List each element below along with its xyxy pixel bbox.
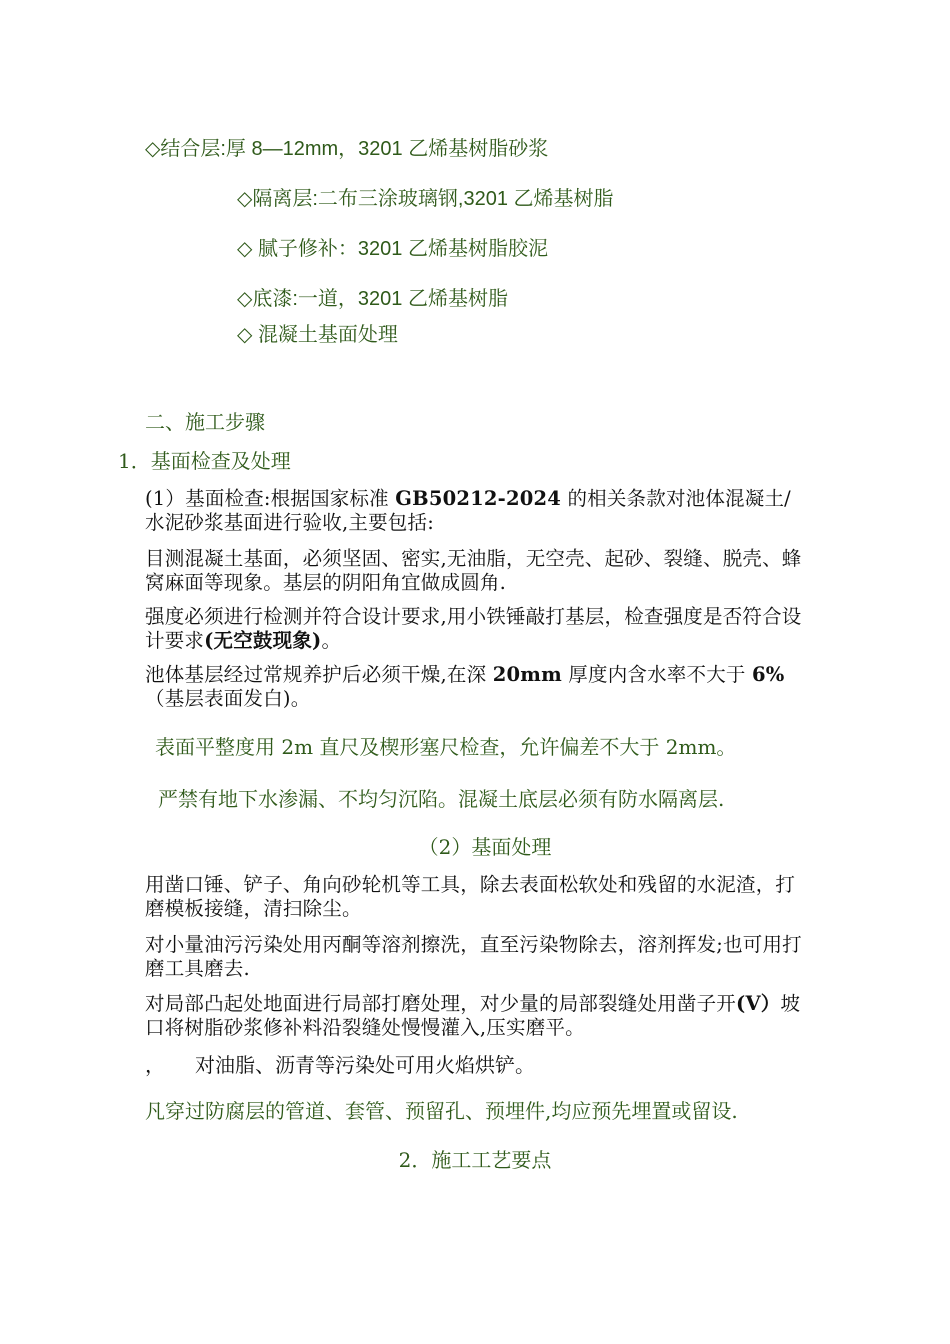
check-p1-text-b: 的相关条款对池体混凝土/水泥砂浆基面进行验收,主要包括: (145, 487, 791, 534)
depth-value: 20mm (492, 663, 562, 686)
check-paragraph-2: 目测混凝土基面，必须坚固、密实,无油脂，无空壳、起砂、裂缝、脱壳、蜂窝麻面等现象。基层的阴阳角宜做成圆角. (145, 547, 802, 594)
check-paragraph-4 (145, 663, 810, 711)
step1-heading: 1．基面检查及处理 (118, 449, 291, 473)
check-p1-text-a: (1）基面检查:根据国家标准 (145, 487, 396, 510)
check-p4-text-b: 厚度内含水率不大于 (561, 663, 753, 686)
check-p3-bold: (无空鼓现象) (204, 629, 322, 652)
moisture-value: 6% (752, 663, 785, 686)
layer-item-isolation: ◇隔离层:二布三涂玻璃钢,3201 乙烯基树脂 (237, 188, 614, 210)
treatment-p3-bold: (V） (736, 992, 781, 1015)
layer-item-putty: ◇ 腻子修补：3201 乙烯基树脂胶泥 (237, 238, 548, 260)
check-p3-text-a: 强度必须进行检测并符合设计要求,用小铁锤敲打基层，检查强度是否符合设计要求 (145, 605, 802, 652)
check-p3-text-b: 。 (321, 629, 342, 652)
treatment-paragraph-3 (145, 992, 810, 1040)
check-paragraph-6: 严禁有地下水渗漏、不均匀沉陷。混凝土底层必须有防水隔离层. (158, 787, 725, 811)
standard-code: GB50212-2024 (395, 487, 562, 510)
check-paragraph-5: 表面平整度用 2m 直尺及楔形塞尺检查，允许偏差不大于 2mm。 (155, 735, 737, 759)
layer-item-bonding: ◇结合层:厚 8—12mm，3201 乙烯基树脂砂浆 (145, 138, 549, 160)
treatment-paragraph-1: 用凿口锤、铲子、角向砂轮机等工具，除去表面松软处和残留的水泥渣，打磨模板接缝，清扫除尘。 (145, 873, 796, 920)
check-paragraph-3 (145, 605, 810, 653)
treatment-paragraph-2: 对小量油污污染处用丙酮等溶剂擦洗，直至污染物除去，溶剂挥发;也可用打磨工具磨去. (145, 933, 802, 980)
step2-heading: 2．施工工艺要点 (398, 1148, 552, 1172)
check-paragraph-1 (145, 487, 810, 535)
treatment-paragraph-5: 凡穿过防腐层的管道、套管、预留孔、预埋件,均应预先埋置或留设. (145, 1099, 738, 1123)
treatment-p3-text-b: 坡口将树脂砂浆修补料沿裂缝处慢慢灌入,压实磨平。 (145, 992, 801, 1039)
treatment-heading: （2）基面处理 (418, 835, 552, 859)
section-heading-construction-steps: 二、施工步骤 (145, 410, 265, 434)
treatment-p4-comma: ， (145, 1053, 165, 1077)
check-p4-text-c: （基层表面发白)。 (145, 687, 311, 710)
check-p4-text-a: 池体基层经过常规养护后必须干燥,在深 (145, 663, 493, 686)
treatment-p3-text-a: 对局部凸起处地面进行局部打磨处理，对少量的局部裂缝处用凿子开 (145, 992, 737, 1015)
layer-item-concrete: ◇ 混凝土基面处理 (237, 324, 398, 346)
treatment-paragraph-4: 对油脂、沥青等污染处可用火焰烘铲。 (195, 1053, 535, 1077)
layer-item-primer: ◇底漆:一道，3201 乙烯基树脂 (237, 288, 508, 310)
